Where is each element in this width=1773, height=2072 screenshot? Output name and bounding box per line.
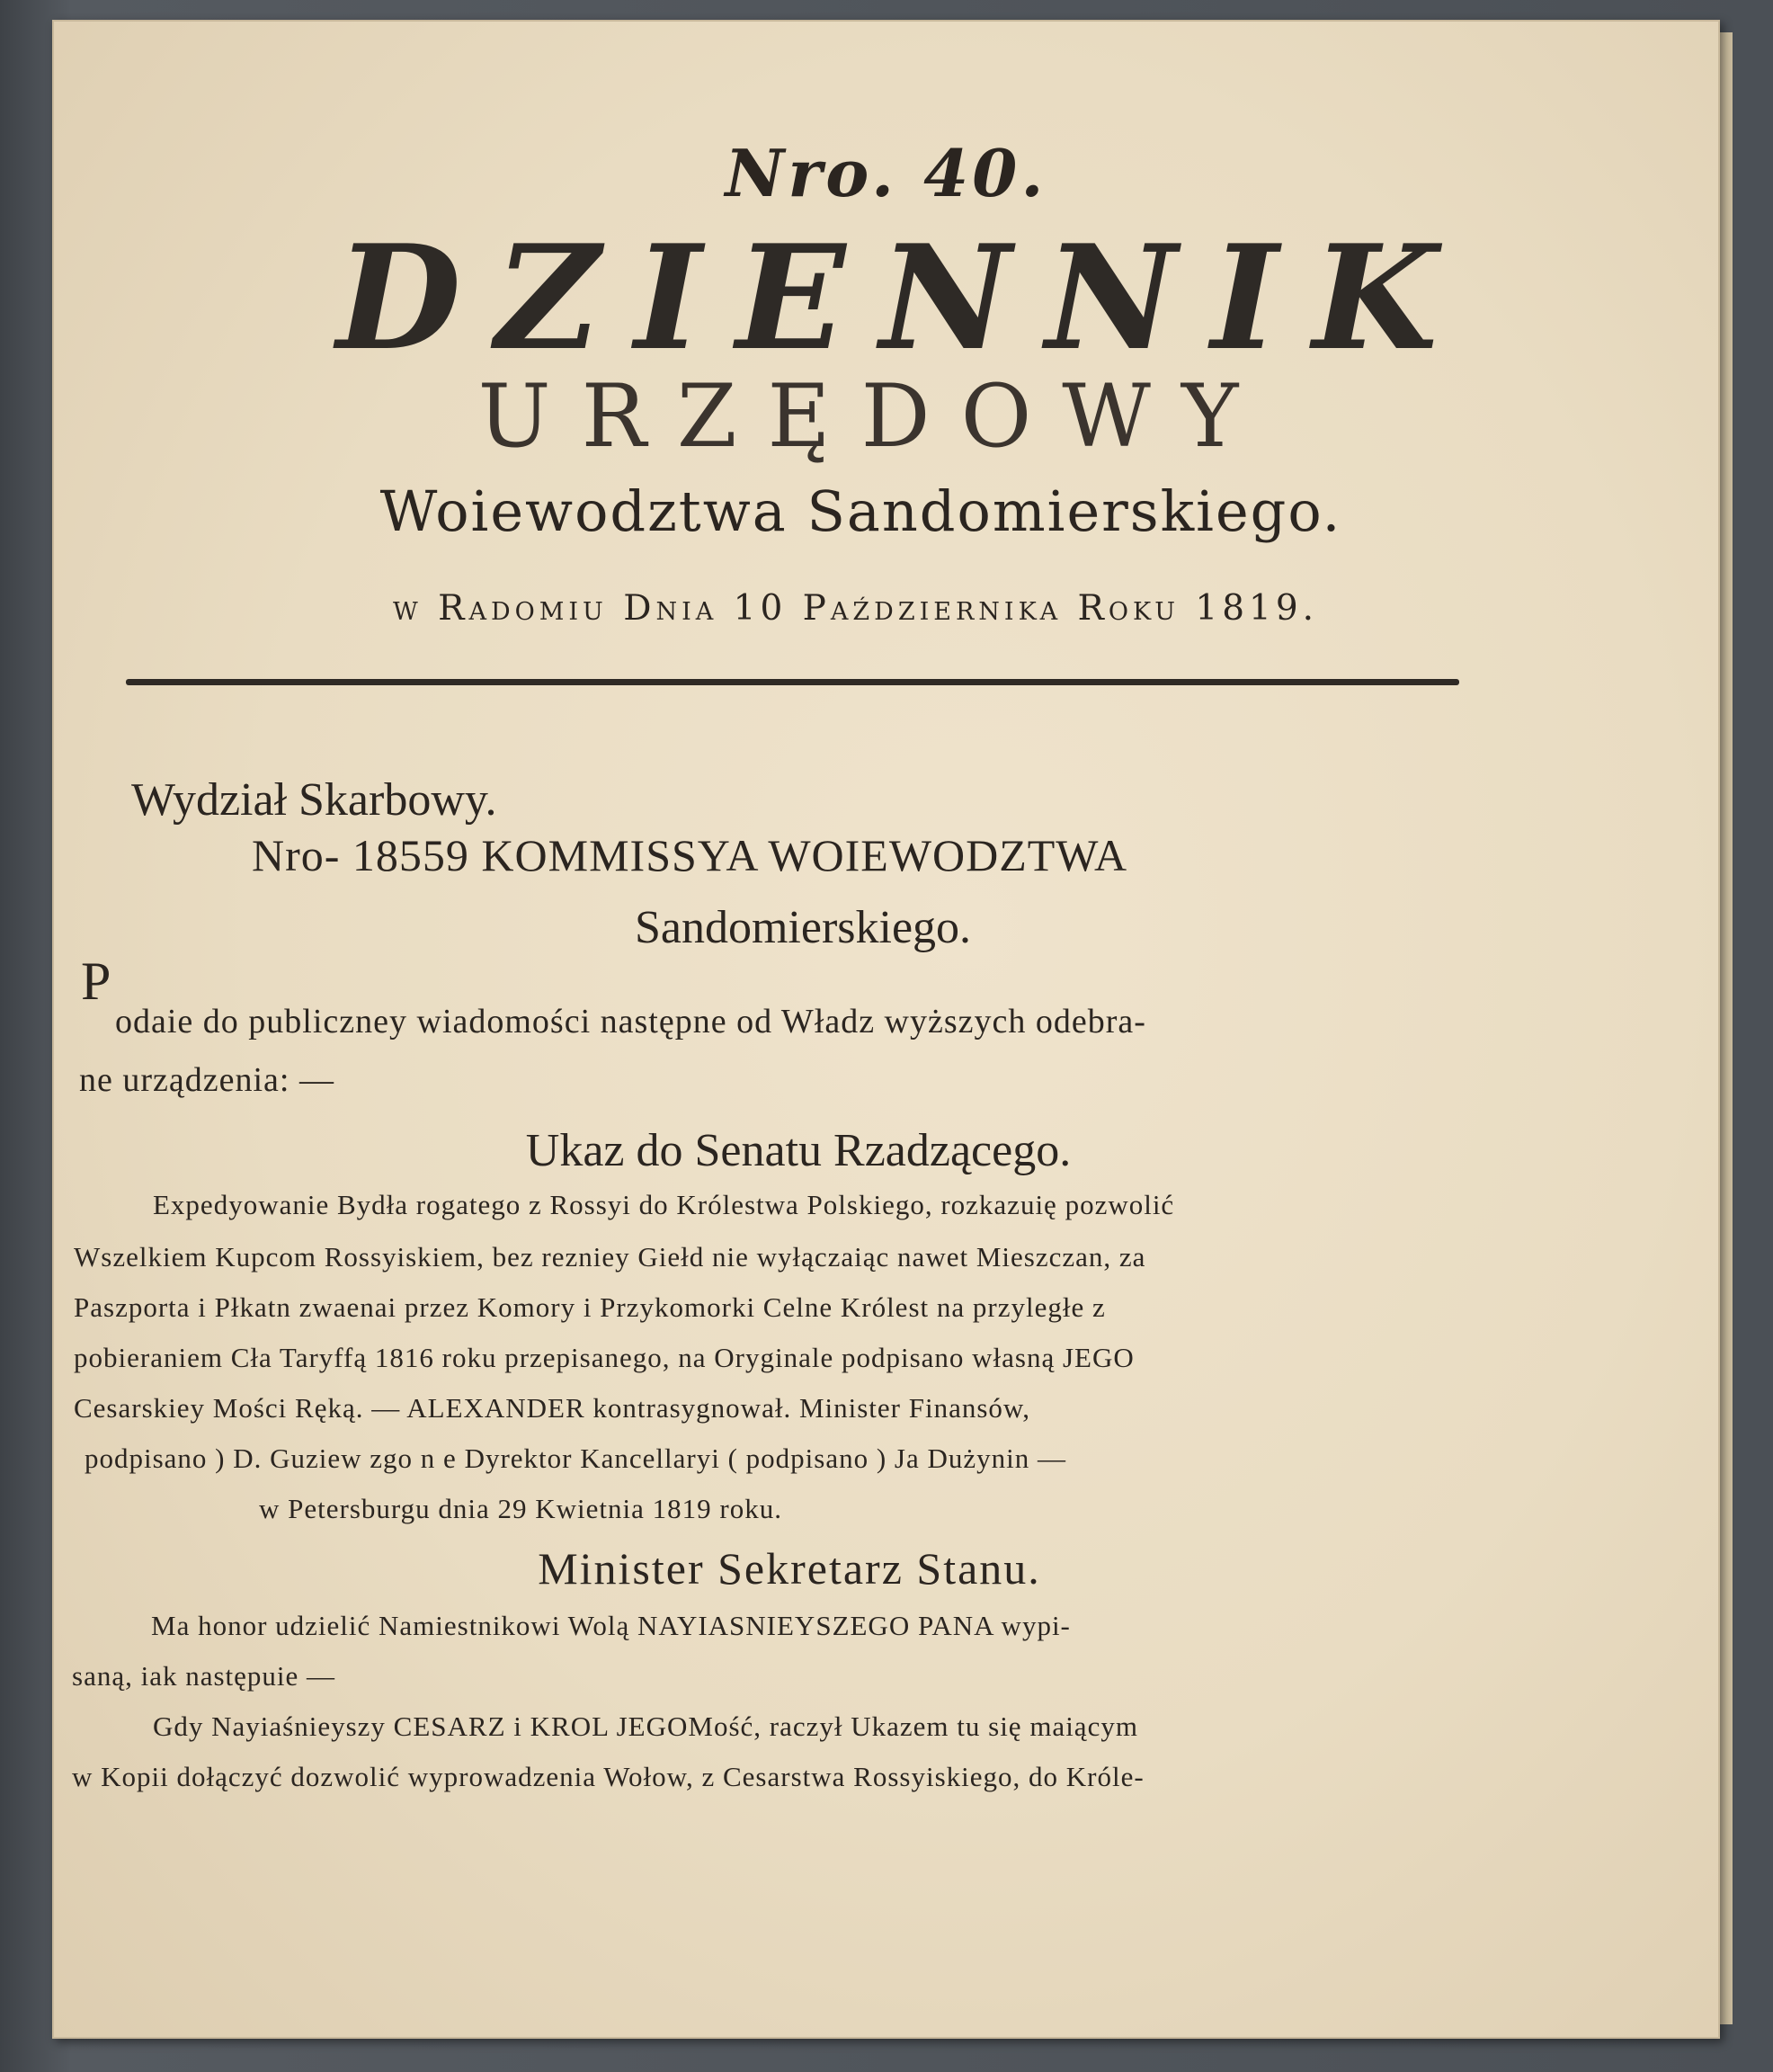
intro-line: odaie do publiczney wiadomości następne od Władz wyższych odebra- [115, 1003, 1146, 1040]
ukaz-line: pobieraniem Cła Taryffą 1816 roku przepisanego, na Oryginale podpisano własną JEGO [74, 1342, 1135, 1373]
dateline: w Radomiu Dnia 10 Października Roku 1819. [392, 588, 1319, 629]
ukaz-heading: Ukaz do Senatu Rzadzącego. [525, 1125, 1072, 1176]
minister-line: w Kopii dołączyć dozwolić wyprowadzenia Wołow, z Cesarstwa Rossyiskiego, do Króle- [72, 1761, 1145, 1792]
ukaz-line: podpisano ) D. Guziew zgo n e Dyrektor Kancellaryi ( podpisano ) Ja Dużynin — [85, 1442, 1066, 1474]
minister-heading: Minister Sekretarz Stanu. [538, 1543, 1041, 1594]
decree-number-heading: Nro- 18559 KOMMISSYA WOIEWODZTWA [252, 830, 1128, 880]
minister-line: saną, iak następuie — [72, 1660, 336, 1692]
decree-place-heading: Sandomierskiego. [634, 902, 972, 953]
ukaz-line: Cesarskiey Mości Ręką. — ALEXANDER kontrasygnował. Minister Finansów, [74, 1392, 1031, 1424]
minister-line: Ma honor udzielić Namiestnikowi Wolą NAYIASNIEYSZEGO PANA wypi- [151, 1610, 1071, 1641]
ukaz-line: w Petersburgu dnia 29 Kwietnia 1819 roku. [259, 1493, 782, 1524]
header-rule [126, 679, 1459, 685]
document-page [52, 20, 1720, 2039]
ukaz-line: Wszelkiem Kupcom Rossyiskiem, bez rezniey Giełd nie wyłączaiąc nawet Mieszczan, za [74, 1241, 1146, 1273]
masthead-title-dziennik: DZIENNIK [336, 213, 1472, 382]
drop-cap: P [81, 951, 111, 1011]
minister-line: Gdy Nayiaśnieyszy CESARZ i KROL JEGOMość, raczył Ukazem tu się maiącym [153, 1710, 1138, 1742]
intro-line: ne urządzenia: — [79, 1061, 334, 1099]
department-heading: Wydział Skarbowy. [131, 774, 497, 826]
masthead-title-urzedowy: URZĘDOWY [477, 366, 1270, 467]
ukaz-line: Expedyowanie Bydła rogatego z Rossyi do Królestwa Polskiego, rozkazuię pozwolić [153, 1189, 1175, 1220]
ukaz-line: Paszporta i Płkatn zwaenai przez Komory i Przykomorki Celne Królest na przyległe z [74, 1291, 1106, 1323]
masthead-subtitle: Woiewodztwa Sandomierskiego. [379, 478, 1342, 544]
issue-number: Nro. 40. [725, 135, 1047, 211]
